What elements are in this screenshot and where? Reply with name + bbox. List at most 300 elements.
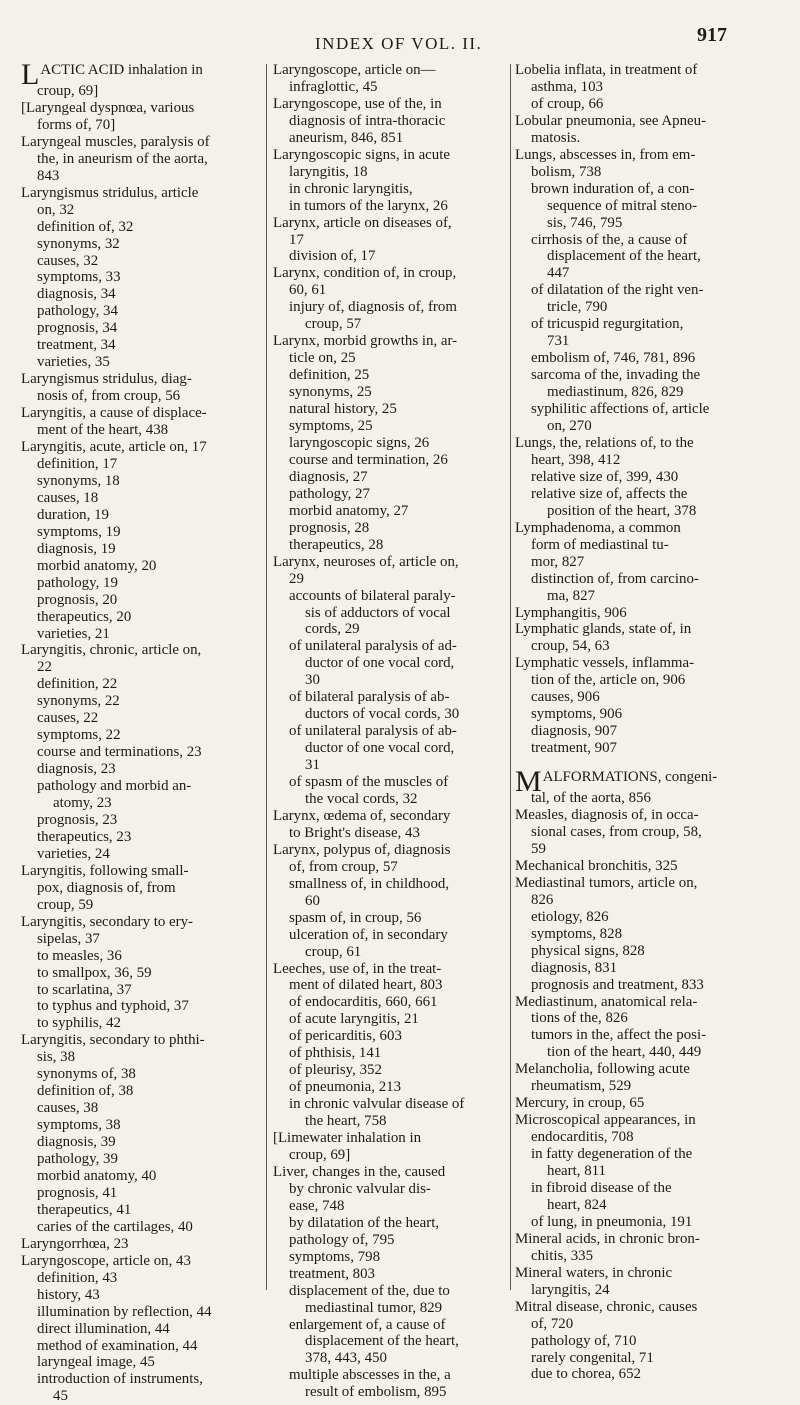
index-subentry [21, 422, 263, 439]
page-header [0, 22, 800, 62]
entry-text: prognosis, 34 [37, 320, 118, 337]
index-subentry [273, 1113, 509, 1130]
index-column-3 [515, 62, 785, 1383]
entry-text: pathology, 34 [37, 303, 118, 320]
entry-text: Mitral disease, chronic, causes [515, 1298, 698, 1315]
entry-text: symptoms, 19 [37, 523, 121, 540]
index-entry [273, 554, 509, 571]
entry-text: 31 [305, 757, 320, 774]
index-entry [273, 96, 509, 113]
entry-text: sis of adductors of vocal [305, 604, 451, 621]
entry-text: bolism, 738 [531, 163, 602, 180]
entry-text: course and terminations, 23 [37, 744, 202, 761]
entry-text: Laryngitis, acute, article on, 17 [21, 439, 207, 456]
entry-text: 30 [305, 672, 320, 689]
index-subentry [515, 943, 785, 960]
entry-text: to typhus and typhoid, 37 [37, 998, 189, 1015]
index-entry [273, 808, 509, 825]
entry-text: Laryngitis, chronic, article on, [21, 642, 202, 659]
index-subentry [21, 354, 263, 371]
index-column-2 [273, 62, 509, 1401]
entry-text: aneurism, 846, 851 [289, 129, 404, 146]
index-subentry [273, 605, 509, 622]
entry-text: brown induration of, a con- [531, 180, 695, 197]
entry-text: symptoms, 33 [37, 269, 121, 286]
entry-text: heart, 824 [547, 1196, 607, 1213]
entry-text: Measles, diagnosis of, in occa- [515, 807, 699, 824]
entry-text: definition, 22 [37, 676, 118, 693]
entry-text: by chronic valvular dis- [289, 1180, 431, 1197]
index-subentry [21, 219, 263, 236]
index-subentry [515, 248, 785, 265]
index-subentry [21, 609, 263, 626]
index-subentry [21, 1270, 263, 1287]
index-entry [21, 100, 263, 117]
index-subentry [21, 948, 263, 965]
index-subentry [273, 198, 509, 215]
entry-text: Lobular pneumonia, see Apneu- [515, 112, 707, 129]
index-subentry [515, 1350, 785, 1367]
entry-text: of, from croup, 57 [289, 858, 398, 875]
index-entry [273, 842, 509, 859]
index-subentry [515, 1163, 785, 1180]
index-subentry [21, 659, 263, 676]
index-subentry [273, 740, 509, 757]
index-subentry [21, 965, 263, 982]
entry-text: ACTIC ACID inhalation in [40, 62, 203, 78]
entry-text: Laryngoscopic signs, in acute [273, 146, 450, 163]
index-subentry [515, 350, 785, 367]
index-subentry [273, 1350, 509, 1367]
index-subentry [273, 1232, 509, 1249]
index-subentry [273, 79, 509, 96]
entry-text: ment of dilated heart, 803 [289, 977, 443, 994]
index-entry [515, 621, 785, 638]
entry-text: prognosis, 20 [37, 591, 118, 608]
index-subentry [273, 113, 509, 130]
index-subentry [273, 232, 509, 249]
index-subentry [273, 571, 509, 588]
index-entry [21, 1253, 263, 1270]
index-subentry [273, 130, 509, 147]
index-subentry [21, 202, 263, 219]
entry-text: caries of the cartilages, 40 [37, 1218, 193, 1235]
index-subentry [21, 269, 263, 286]
index-subentry [273, 1215, 509, 1232]
index-subentry [515, 215, 785, 232]
entry-text: varieties, 35 [37, 354, 110, 371]
entry-text: diagnosis, 27 [289, 468, 368, 485]
index-subentry [515, 740, 785, 757]
entry-text: tion of the heart, 440, 449 [547, 1044, 702, 1061]
index-subentry [515, 1316, 785, 1333]
index-subentry [21, 676, 263, 693]
index-subentry [273, 1096, 509, 1113]
index-subentry [21, 1117, 263, 1134]
entry-text: definition, 25 [289, 367, 370, 384]
index-subentry [515, 892, 785, 909]
index-subentry [21, 744, 263, 761]
index-subentry [21, 829, 263, 846]
index-subentry [21, 473, 263, 490]
entry-text: synonyms, 22 [37, 693, 120, 710]
entry-text: distinction of, from carcino- [531, 570, 699, 587]
entry-text: forms of, 70] [37, 116, 116, 133]
index-subentry [515, 316, 785, 333]
entry-text: of pleurisy, 352 [289, 1062, 382, 1079]
index-subentry [515, 198, 785, 215]
index-subentry [273, 469, 509, 486]
index-subentry [515, 1197, 785, 1214]
index-subentry [515, 265, 785, 282]
index-entry [273, 961, 509, 978]
entry-text: laryngitis, 18 [289, 163, 368, 180]
entry-text: prognosis and treatment, 833 [531, 976, 704, 993]
entry-text: of pericarditis, 603 [289, 1028, 402, 1045]
entry-text: 843 [37, 167, 60, 184]
entry-text: enlargement of, a cause of [289, 1316, 446, 1333]
index-subentry [21, 151, 263, 168]
index-subentry [515, 1044, 785, 1061]
entry-text: Lobelia inflata, in treatment of [515, 62, 698, 78]
column-divider [266, 64, 267, 1290]
entry-text: to smallpox, 36, 59 [37, 964, 152, 981]
index-subentry [515, 638, 785, 655]
entry-text: diagnosis, 23 [37, 761, 116, 778]
index-subentry [273, 452, 509, 469]
index-subentry [21, 880, 263, 897]
entry-text: 731 [547, 333, 570, 350]
index-subentry [273, 994, 509, 1011]
entry-text: pox, diagnosis of, from [37, 879, 176, 896]
running-title: INDEX OF VOL. II. [315, 34, 483, 53]
index-subentry [515, 96, 785, 113]
index-subentry [515, 1010, 785, 1027]
entry-text: pathology of, 795 [289, 1231, 395, 1248]
index-subentry [273, 1062, 509, 1079]
entry-text: tal, of the aorta, 856 [531, 790, 651, 807]
entry-text: synonyms, 25 [289, 384, 372, 401]
index-subentry [515, 588, 785, 605]
entry-text: displacement of the heart, [547, 248, 701, 265]
index-subentry [515, 401, 785, 418]
index-subentry [515, 418, 785, 435]
entry-text: [Limewater inhalation in [273, 1130, 422, 1147]
entry-text: ment of the heart, 438 [37, 422, 169, 439]
entry-text: prognosis, 23 [37, 811, 118, 828]
entry-text: ductor of one vocal cord, [305, 655, 455, 672]
entry-text: Larynx, œdema of, secondary [273, 807, 451, 824]
entry-text: Larynx, neuroses of, article on, [273, 553, 459, 570]
entry-text: in chronic laryngitis, [289, 180, 413, 197]
entry-text: laryngeal image, 45 [37, 1354, 155, 1371]
index-subentry [21, 1100, 263, 1117]
entry-text: cords, 29 [305, 621, 360, 638]
index-entry [515, 1265, 785, 1282]
entry-text: smallness of, in childhood, [289, 875, 450, 892]
entry-text: method of examination, 44 [37, 1337, 198, 1354]
entry-text: ticle on, 25 [289, 350, 356, 367]
entry-text: of lung, in pneumonia, 191 [531, 1213, 693, 1230]
entry-text: causes, 32 [37, 252, 99, 269]
entry-text: in chronic valvular disease of [289, 1096, 465, 1113]
index-subentry [273, 1333, 509, 1350]
index-subentry [273, 503, 509, 520]
entry-text: of croup, 66 [531, 95, 604, 112]
entry-text: the vocal cords, 32 [305, 790, 418, 807]
index-subentry [273, 876, 509, 893]
index-subentry [21, 626, 263, 643]
entry-text: Laryngitis, a cause of displace- [21, 405, 207, 422]
entry-text: 60, 61 [289, 282, 327, 299]
index-subentry [21, 1354, 263, 1371]
entry-text: of endocarditis, 660, 661 [289, 994, 438, 1011]
entry-text: 60 [305, 892, 320, 909]
entry-text: Lungs, the, relations of, to the [515, 434, 694, 451]
entry-text: direct illumination, 44 [37, 1320, 170, 1337]
index-subentry [515, 503, 785, 520]
entry-text: Lungs, abscesses in, from em- [515, 146, 696, 163]
entry-text: the heart, 758 [305, 1113, 387, 1130]
index-entry [273, 265, 509, 282]
index-subentry [273, 164, 509, 181]
index-subentry [273, 367, 509, 384]
entry-text: pathology, 19 [37, 574, 118, 591]
index-subentry [515, 841, 785, 858]
entry-text: ALFORMATIONS, congeni- [542, 769, 718, 786]
index-entry [21, 439, 263, 456]
entry-text: Laryngoscope, use of the, in [273, 95, 442, 112]
entry-text: croup, 57 [305, 316, 362, 333]
index-entry [515, 875, 785, 892]
index-subentry [515, 706, 785, 723]
index-subentry [21, 710, 263, 727]
index-entry [21, 185, 263, 202]
entry-text: croup, 61 [305, 943, 362, 960]
entry-text: sional cases, from croup, 58, [531, 823, 702, 840]
entry-text: croup, 69] [289, 1147, 351, 1163]
index-subentry [21, 846, 263, 863]
entry-text: relative size of, affects the [531, 485, 688, 502]
entry-text: 826 [531, 891, 554, 908]
entry-text: synonyms of, 38 [37, 1066, 136, 1083]
index-subentry [515, 1027, 785, 1044]
entry-text: tumors in the, affect the posi- [531, 1027, 707, 1044]
entry-text: pathology of, 710 [531, 1332, 637, 1349]
index-subentry [273, 401, 509, 418]
index-subentry [273, 350, 509, 367]
index-subentry [273, 537, 509, 554]
entry-text: treatment, 803 [289, 1265, 376, 1282]
entry-text: ductor of one vocal cord, [305, 740, 455, 757]
index-subentry [273, 1198, 509, 1215]
entry-text: illumination by reflection, 44 [37, 1303, 212, 1320]
entry-text: ease, 748 [289, 1197, 345, 1214]
index-subentry [515, 232, 785, 249]
entry-text: laryngitis, 24 [531, 1281, 610, 1298]
index-entry [21, 1032, 263, 1049]
entry-text: diagnosis, 907 [531, 723, 618, 740]
index-subentry [21, 1049, 263, 1066]
entry-text: asthma, 103 [531, 78, 603, 95]
index-subentry [21, 337, 263, 354]
entry-text: of spasm of the muscles of [289, 774, 449, 791]
index-entry [515, 994, 785, 1011]
entry-text: mor, 827 [531, 553, 585, 570]
entry-text: Larynx, morbid growths in, ar- [273, 333, 458, 350]
entry-text: position of the heart, 378 [547, 502, 697, 519]
index-subentry [515, 282, 785, 299]
index-subentry [273, 588, 509, 605]
index-entry [273, 147, 509, 164]
index-entry [515, 1112, 785, 1129]
entry-text: Mediastinum, anatomical rela- [515, 993, 698, 1010]
entry-text: Larynx, polypus of, diagnosis [273, 841, 451, 858]
entry-text: definition, 43 [37, 1269, 118, 1286]
index-subentry [515, 130, 785, 147]
index-subentry [515, 469, 785, 486]
index-subentry [21, 1321, 263, 1338]
index-subentry [515, 1078, 785, 1095]
entry-text: therapeutics, 28 [289, 536, 384, 553]
index-subentry [273, 248, 509, 265]
entry-text: pathology, 39 [37, 1151, 118, 1168]
entry-text: history, 43 [37, 1286, 100, 1303]
index-subentry [21, 83, 263, 100]
index-subentry [273, 672, 509, 689]
index-subentry [21, 1185, 263, 1202]
entry-text: Laryngitis, following small- [21, 862, 189, 879]
index-subentry [515, 537, 785, 554]
index-subentry [515, 1333, 785, 1350]
index-subentry [515, 1214, 785, 1231]
index-subentry [515, 926, 785, 943]
index-subentry [515, 1146, 785, 1163]
index-subentry [273, 706, 509, 723]
index-entry [515, 655, 785, 672]
entry-text: pathology, 27 [289, 485, 370, 502]
index-subentry [21, 490, 263, 507]
index-subentry [515, 299, 785, 316]
index-subentry [273, 859, 509, 876]
index-subentry [273, 384, 509, 401]
index-subentry [515, 384, 785, 401]
index-subentry [273, 910, 509, 927]
index-entry [515, 1299, 785, 1316]
entry-text: treatment, 907 [531, 740, 618, 757]
index-entry [21, 1236, 263, 1253]
index-subentry [273, 1045, 509, 1062]
index-subentry [21, 236, 263, 253]
index-subentry [21, 592, 263, 609]
entry-text: of bilateral paralysis of ab- [289, 689, 450, 706]
index-subentry [273, 1028, 509, 1045]
entry-text: laryngoscopic signs, 26 [289, 434, 430, 451]
entry-text: mediastinum, 826, 829 [547, 384, 684, 401]
entry-text: Mediastinal tumors, article on, [515, 874, 698, 891]
entry-text: Lymphadenoma, a common [515, 519, 681, 536]
entry-text: sequence of mitral steno- [547, 197, 698, 214]
entry-text: Laryngismus stridulus, diag- [21, 371, 192, 388]
entry-text: therapeutics, 41 [37, 1201, 132, 1218]
index-entry [21, 863, 263, 880]
index-subentry [21, 1083, 263, 1100]
index-entry [515, 435, 785, 452]
index-subentry [515, 909, 785, 926]
entry-text: mediastinal tumor, 829 [305, 1299, 443, 1316]
index-subentry [21, 541, 263, 558]
entry-text: treatment, 34 [37, 337, 116, 354]
index-subentry [273, 1181, 509, 1198]
entry-text: rarely congenital, 71 [531, 1349, 654, 1366]
index-subentry [273, 520, 509, 537]
entry-text: diagnosis, 831 [531, 959, 618, 976]
index-subentry [273, 1249, 509, 1266]
index-subentry [515, 1180, 785, 1197]
index-subentry [273, 1147, 509, 1164]
index-subentry [21, 795, 263, 812]
entry-text: croup, 59 [37, 896, 94, 913]
index-subentry [21, 1066, 263, 1083]
entry-text: of acute laryngitis, 21 [289, 1011, 419, 1028]
index-entry [21, 134, 263, 151]
index-entry [273, 62, 509, 79]
entry-text: therapeutics, 23 [37, 828, 132, 845]
index-entry [21, 405, 263, 422]
index-subentry [273, 944, 509, 961]
index-entry [21, 371, 263, 388]
index-entry [515, 62, 785, 79]
index-entry [515, 807, 785, 824]
entry-text: nosis of, from croup, 56 [37, 388, 181, 405]
entry-text: natural history, 25 [289, 401, 397, 418]
index-subentry [21, 1219, 263, 1236]
index-subentry [273, 1367, 509, 1384]
entry-text: in fatty degeneration of the [531, 1146, 693, 1163]
index-entry [21, 642, 263, 659]
entry-text: causes, 906 [531, 689, 600, 706]
index-subentry [515, 571, 785, 588]
entry-text: cirrhosis of the, a cause of [531, 231, 688, 248]
entry-text: duration, 19 [37, 506, 109, 523]
index-subentry [21, 761, 263, 778]
index-subentry [273, 299, 509, 316]
section-initial: L [21, 58, 40, 91]
index-subentry [21, 388, 263, 405]
entry-text: diagnosis, 39 [37, 1134, 116, 1151]
entry-text: displacement of the, due to [289, 1282, 450, 1299]
entry-text: Leeches, use of, in the treat- [273, 960, 442, 977]
index-subentry [515, 486, 785, 503]
index-subentry [515, 1282, 785, 1299]
entry-text: of pneumonia, 213 [289, 1079, 402, 1096]
entry-text: syphilitic affections of, article [531, 401, 710, 418]
index-subentry [273, 1283, 509, 1300]
entry-text: Microscopical appearances, in [515, 1112, 696, 1129]
index-subentry [515, 689, 785, 706]
entry-text: sis, 746, 795 [547, 214, 623, 231]
entry-text: pathology and morbid an- [37, 778, 192, 795]
entry-text: in tumors of the larynx, 26 [289, 197, 448, 214]
entry-text: chitis, 335 [531, 1247, 594, 1264]
entry-text: morbid anatomy, 27 [289, 502, 409, 519]
index-subentry [273, 1384, 509, 1401]
index-entry [515, 1231, 785, 1248]
index-subentry [515, 181, 785, 198]
entry-text: injury of, diagnosis of, from [289, 299, 457, 316]
entry-text: Mineral waters, in chronic [515, 1264, 673, 1281]
entry-text: tions of the, 826 [531, 1010, 628, 1027]
